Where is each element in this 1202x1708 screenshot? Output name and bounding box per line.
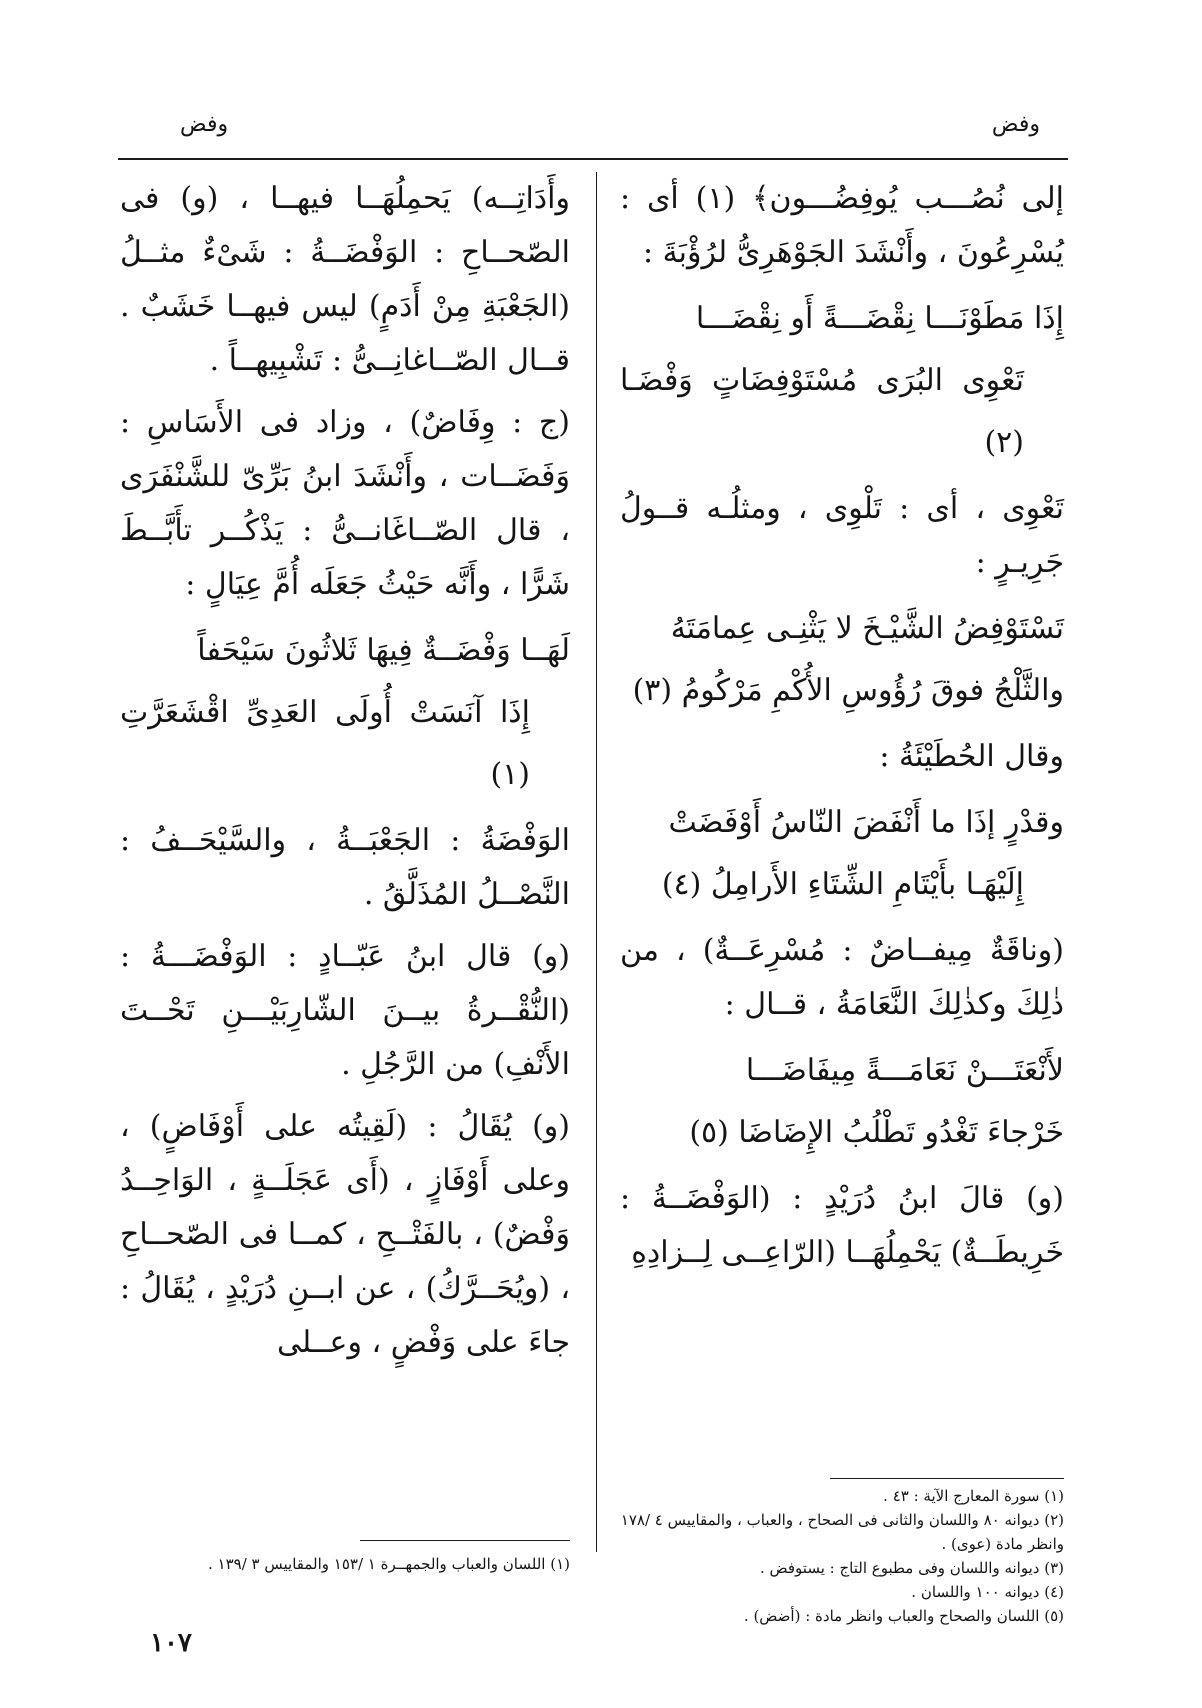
header-left-keyword: وفض (180, 112, 229, 137)
verse-hemistich: وقدْرٍ إذَا ما أَنْفَضَ النّاسُ أَوْفَضَتْ (668, 805, 1064, 840)
footnote: (٤) ديوانه ١٠٠ واللسان . (911, 1583, 1064, 1601)
verse-hemistich: لَهَــا وَفْضَــةٌ فِيهَا ثَلاثُونَ سَيْحَفاً (197, 633, 570, 668)
paragraph: الوَفْضَةُ : الجَعْبَــةُ ، والسَّيْحَــفُ : النَّصْــلُ المُذَلَّقُ . (120, 823, 570, 912)
column-divider (596, 172, 597, 1552)
footnote: (١) اللسان والعباب والجمهــرة ١ /١٥٣ والمقاييس ٣ /١٣٩ . (208, 1555, 570, 1573)
header-right-keyword: وفض (991, 112, 1040, 137)
footnote: (٣) ديوانه واللسان وفى مطبوع التاج : يستوفض . (759, 1559, 1064, 1577)
right-footnotes (620, 1484, 1064, 1628)
page-number: ١٠٧ (150, 1628, 192, 1658)
verse-hemistich: تَسْتَوْفِضُ الشَّيْـخَ لا يَثْنِـى عِمامَتَهُ (670, 611, 1064, 646)
footnote: (٥) اللسان والصحاح والعباب وانظر مادة : (أضض) . (743, 1607, 1064, 1625)
paragraph: وقال الحُطَيْئَةُ : (879, 739, 1064, 774)
paragraph: (و) قال ابنُ عَبّــادٍ : الوَفْضَـــةُ : (النُّقْــرةُ بيــنَ الشّارِبَيْـــنِ تَحْــتَ الأَنْفِ) من الرَّجُلِ . (120, 939, 570, 1082)
paragraph: (وناقَةٌ مِيفــاضٌ : مُسْرِعَــةٌ) ، من ذٰلِكَ وكذٰلِكَ النَّعَامَةُ ، قــال : (620, 933, 1064, 1022)
verse-hemistich: إِلَيْهَـا بأَيْتَامِ الشِّتَاءِ الأَرامِلُ (٤) (661, 867, 1024, 902)
paragraph: تَعْوِى ، أى : تَلْوِى ، ومثلُـه قــولُ جَرِيـرٍ : (620, 491, 1064, 580)
paragraph: (ج : وِفَاضٌ) ، وزاد فى الأَسَاسِ : وَفَضَــات ، وأَنْشَدَ ابنُ بَرِّىّ للشَّنْفَرَى ، قال الصّــاغَانــىُّ : يَذْكُــر تأَبَّــطَ شَرًّا ، وأَنَّه حَيْثُ جَعَلَه أُمَّ عِيَالٍ : (120, 405, 570, 602)
verse (120, 620, 570, 806)
footnote: (٢) ديوانه ٨٠ واللسان والثانى فى الصحاح ، والعباب ، والمقاييس ٤ /١٧٨ وانظر مادة (عوى) . (620, 1511, 1064, 1553)
verse-hemistich: خَرْجاءَ تَغْدُو تَطْلُبُ الإِضَاضَا (٥) (689, 1115, 1064, 1150)
verse-hemistich: لأَنْعَتَـــنْ نَعَامَـــةً مِيفَاضَـــا (745, 1053, 1064, 1088)
footnote-rule (360, 1540, 570, 1541)
verse (620, 1040, 1064, 1164)
footnote-rule (830, 1478, 1064, 1479)
paragraph: إلى نُصُـــب يُوفِضُـــون﴾ (١) أى : يُسْرِعُونَ ، وأَنْشَدَ الجَوْهَرِىُّ لرُؤْبَةَ : (620, 181, 1064, 270)
verse (620, 288, 1064, 474)
left-footnotes (120, 1552, 570, 1576)
verse (620, 792, 1064, 916)
paragraph: (و) قالَ ابنُ دُرَيْدٍ : (الوَفْضَــةُ : خَرِيطَــةٌ) يَحْمِلُهَــا (الرّاعِــى لِــزادِهِ (620, 1181, 1064, 1270)
verse-hemistich: والثَّلْجُ فوقَ رُؤُوسِ الأُكْمِ مَرْكُومُ (٣) (632, 673, 1064, 708)
running-header (120, 112, 1060, 152)
header-rule (118, 158, 1068, 160)
right-column (620, 172, 1064, 1288)
paragraph: (و) يُقَالُ : (لَقِيتُه على أَوْفَاضٍ) ، وعلى أَوْفَازٍ ، (أَى عَجَلَــةٍ ، الوَاحِــدُ وَفْضٌ) ، بالفَتْــحِ ، كمــا فى الصّحــاحِ ، (ويُحَــرَّكُ) ، عن ابــنِ دُرَيْدٍ ، يُقَالُ : جاءَ على وَفْضٍ ، وعــلى (120, 1109, 570, 1360)
footnote: (١) سورة المعارج الآية : ٤٣ . (883, 1487, 1064, 1505)
verse-hemistich: إِذَا مَطَوْنَـــا نِقْضَـــةً أَو نِقْضَـــا (695, 301, 1064, 336)
verse (620, 598, 1064, 722)
paragraph: وأَدَاتِــه) يَحمِلُهَــا فيهــا ، (و) فى الصّحــاحِ : الوَفْضَــةُ : شَىْءٌ مثــلُ (الجَعْبَةِ مِنْ أَدَمٍ) ليس فيهــا خَشَبٌ . قــال الصّــاغانِــىُّ : تَشْبِيهــاً . (120, 181, 570, 378)
left-column (120, 172, 570, 1378)
verse-hemistich: إِذَا آنَسَتْ أُولَى العَدِىِّ اقْشَعَرَّتِ (١) (120, 695, 530, 792)
verse-hemistich: تَعْوِى البُرَى مُسْتَوْفِضَاتٍ وَفْضَـا (٢) (620, 363, 1024, 460)
